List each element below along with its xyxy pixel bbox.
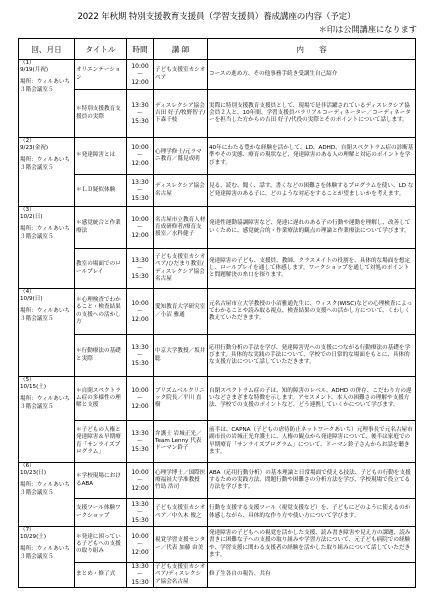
time-part: ～ [136,70,143,78]
lecture-time [127,421,154,463]
time-part: 13:30 [131,563,149,570]
lecture-instructor: プリズムベルクリニック院長／平川 直樹 [154,377,208,421]
lecture-title: ＊ＬＤ疑似体験 [75,175,127,207]
table-row [19,563,416,588]
lecture-time [127,90,154,138]
lecture-content: コースの進め方、その他事務手続き受講生自己紹介 [208,60,416,90]
time-part: 10:00 [131,62,149,70]
time-part: ～ [136,307,143,315]
lecture-content: 応用行動分析の手法を学び、発達障害児への支援につながる行動療法の基礎を学びます。具体的な実践の手法について、学校での日常的な場面をもとに、具体的な支援方法について話していただきます。 [208,335,416,377]
lecture-instructor: 弁護士 岩城正光／Team Lenny 代表 ドーマン鈴子 [154,421,208,463]
lecture-content: 発達性運動協調障害など、発達に遅れのある子の行動や運動を理解し、改善していくために、感覚統合的・作業療法的観点の理論と作業療法について学びます。 [208,207,416,249]
time-part: 13:30 [131,256,149,264]
session-date: 10/23(日) [20,470,47,477]
lecture-time [127,335,154,377]
lecture-time [127,249,154,289]
session-number: （4） [20,289,35,295]
table-row [19,60,416,90]
header-title: タイトル [75,39,127,60]
table-row [19,175,416,207]
lecture-instructor: ディスレクシア協会名古屋 [154,175,208,207]
time-part: 13:30 [131,178,149,186]
table-row [19,335,416,377]
table-header-row [19,39,416,60]
schedule-table [18,38,416,588]
lecture-content: 見る、読む、聞く、話す、書くなどの困難さを体験するプログラムを使い、LD など発達障害のある子に、どのような対応をすることが望ましいかを考えます。 [208,175,416,207]
time-part: ～ [136,508,143,516]
session-place: 場所：ウィルあいち３階会議室５ [20,308,71,322]
lecture-title: ＊行動療法の基礎と実際 [75,335,127,377]
time-part: 13:30 [131,500,149,508]
lecture-instructor: 視覚学習支援センター／代表 加藤 由美 [154,527,208,563]
lecture-instructor: 愛知教育大学研究室／小沼 雅通 [154,289,208,335]
time-part: ～ [136,152,143,159]
session-date-cell [19,527,75,588]
lecture-title: ＊特別支援教育支援員の実際 [75,90,127,138]
time-part: 10:00 [131,468,149,476]
table-row [19,499,416,527]
time-part: 13:30 [131,343,149,351]
session-date: 10/29(土) [20,534,47,541]
session-number: （1） [20,60,35,66]
session-date-cell [19,289,75,377]
session-date: 9/23(金祝) [20,145,49,152]
session-number: （2） [20,138,35,144]
lecture-instructor: ディスレクシア協会 吉田 好子/牧野智子/下森千枝 [154,90,208,138]
session-date: 10/9(日) [20,296,43,303]
lecture-instructor: 子ども支援室カシオペア／中久木 俊之 [154,499,208,527]
table-row [19,207,416,249]
header-content: 内 容 [208,39,416,60]
lecture-title: ＊自閉スペクトラム症の多様性の理解と支援 [75,377,127,421]
lecture-time [127,377,154,421]
lecture-content: 実際に特別支援教育支援員として、現場で是非活躍されているディスレクシア協会員２人と、10年間、学習支援員パラリアルコーディネーター／コーディネーターを担当した方からの吉田 好子/代役の実際とそのポイントについて話します。 [208,90,416,138]
session-date: 10/2(日) [20,214,43,221]
time-part: 15:30 [131,516,149,524]
session-number: （3） [20,207,35,213]
lecture-instructor: 子ども支援室カシオペア [154,60,208,90]
time-part: 12:00 [131,315,149,323]
time-part: 12:00 [131,548,149,556]
session-date-cell [19,207,75,289]
table-row [19,138,416,175]
time-part: ～ [136,109,143,117]
table-row [19,249,416,289]
time-part: 10:00 [131,299,149,307]
session-place: 場所：ウィルあいち３階会議室５ [20,546,71,560]
lecture-content: 自閉スペクトラム症の子は、知的障害のレベル、ADHD の併存、こだわり方の違いなどさまざまな特徴を示します。アセスメント、本人の困難さの理解や支援方法、学校での支援のポイントなど、どう連携していくかについて学びます。 [208,377,416,421]
lecture-content: 修了生各自の報告、共有 [208,563,416,588]
time-part: 15:30 [131,579,149,586]
time-part: 10:00 [131,215,149,223]
session-number: （5） [20,377,35,383]
table-row [19,377,416,421]
session-date: 9/19(月祝) [20,67,49,74]
lecture-title: ＊発達障害とは [75,138,127,175]
lecture-title: ＊子どもの人権と発達障害＆早期療育「サンライズプログラム」 [75,421,127,463]
lecture-time [127,60,154,90]
time-part: 12:00 [131,78,149,86]
lecture-time [127,527,154,563]
schedule-body [19,60,416,588]
lecture-time [127,563,154,588]
time-part: 10:00 [131,532,149,540]
time-part: 15:30 [131,272,149,280]
session-date-cell [19,138,75,207]
lecture-title: 教室の場面でのロールプレイ [75,249,127,289]
table-row [19,463,416,499]
time-part: ～ [136,540,143,548]
time-part: ～ [136,571,143,578]
lecture-content: 元名古屋市立大学教授の小沼雅通先生に、ウィスク(WISC)などの心理検査によってわかることや読み取る視点、検査結果の支援への活かし方について、くわしく教えていただきます。 [208,289,416,335]
time-part: ～ [136,223,143,231]
table-row [19,289,416,335]
time-part: 13:30 [131,429,149,437]
lecture-title: オリエンテーション [75,60,127,90]
session-date-cell [19,463,75,527]
time-part: 15:30 [131,194,149,202]
lecture-title: ＊心理検査でわかること・検査結果の支援への活かし方 [75,289,127,335]
table-row [19,90,416,138]
time-part: 15:30 [131,117,149,125]
lecture-instructor: 名古屋市立教育人材育成研修者/療育支援室／水科健子 [154,207,208,249]
document-title: 2022 年秋期 特別支援教育支援員（学習支援員）養成講座の内容（予定） [77,12,356,22]
session-place: 場所：ウィルあいち３階会議室５ [20,396,71,410]
lecture-instructor: 心理学修士/元ラマニ教育／鷲見成明 [154,138,208,175]
session-date-cell [19,377,75,463]
header-time: 時間 [127,39,154,60]
time-part: 10:00 [131,144,149,151]
lecture-content: 40年にわたる豊かな経験を活かして、LD、ADHD、自閉スペクトラム症の診断基準やその実態、療育の現状など、発達障害のある人の理解と対応のポイントを学びます。 [208,138,416,175]
lecture-time [127,207,154,249]
table-row [19,421,416,463]
lecture-time [127,289,154,335]
time-part: 12:00 [131,402,149,410]
lecture-instructor: 子ども支援室カシオペア/ディスレクシア協会名古屋 [154,563,208,588]
lecture-time [127,499,154,527]
public-lecture-note: ＊印は公開講座になります [318,24,417,34]
lecture-title: ＊発達に困っている子どもへの支援の取り組み [75,527,127,563]
header-date: 回、月日 [19,39,75,60]
time-part: 12:00 [131,484,149,492]
time-part: ～ [136,264,143,272]
lecture-time [127,175,154,207]
lecture-time [127,138,154,175]
table-row [19,527,416,563]
lecture-content: 発達障害の子ども、支援員、教師、クラスメイトの役割を、具体的な場面を想定し、ロールプレイを通して体感します。ワークショップを通して対処のポイントと問題解決の糸口を探ります。 [208,249,416,289]
time-part: 15:30 [131,445,149,453]
session-place: 場所：ウィルあいち３階会議室５ [20,482,71,496]
lecture-title: ＊感覚統合と作業療法 [75,207,127,249]
time-part: ～ [136,437,143,445]
time-part: ～ [136,351,143,359]
time-part: ～ [136,186,143,194]
time-part: 12:00 [131,231,149,239]
lecture-instructor: 心理学博士／国際医療福祉大学准教授 竹島 浩司 [154,463,208,499]
time-part: ～ [136,476,143,484]
lecture-title: まとめ・修了式 [75,563,127,588]
session-place: 場所：ウィルあいち３階会議室５ [20,79,71,93]
lecture-instructor: 子ども支援室カシオペア/ひだまり教室/ディスレクシア協会名古屋 [154,249,208,289]
time-part: 12:00 [131,160,149,167]
lecture-title: ＊学校現場におけるABA [75,463,127,499]
session-place: 場所：ウィルあいち３階会議室５ [20,157,71,171]
time-part: 15:30 [131,359,149,367]
session-number: （7） [20,527,35,533]
time-part: 13:30 [131,101,149,109]
lecture-content: 前半は、CAPNA（子どもの虐待防止ネットワークあいち）元理事長で元名古屋市副市長の岩城正光弁護士に、人権の観点から発達障害について、後半は家庭での早期療育「サンライズプログラム」について、ドーマン鈴子さんからお話を聴きます。 [208,421,416,463]
lecture-content: 行動を支援する支援ツール（視覚支援など）を、子どもにどのように使えるのか体感しながら、具体的な作り方や使い方について学びます。 [208,499,416,527]
time-part: 10:00 [131,386,149,394]
header-instructor: 講 師 [154,39,208,60]
lecture-content: ABA（応用行動分析）の基本理論と日常場面で使える技法、子どもの行動を支援するための実践方法、問題行動や困難さの分析方法を学び、学校現場で役立てる方法を学びます。 [208,463,416,499]
session-date-cell [19,60,75,138]
lecture-content: 発達障害の子どもへの視覚を活かした支援、読み書き障害や見え方の課題、読み書きに困難な子への支援の取り組みや学習方法について、元子ども病院での経験や、学習支援に関わる支援者の経験を活かした取り組みについて話していただきます。 [208,527,416,563]
session-place: 場所：ウィルあいち３階会議室５ [20,226,71,240]
lecture-title: 支援ツール体験ワークショップ [75,499,127,527]
session-date: 10/15(土) [20,384,47,391]
lecture-time [127,463,154,499]
lecture-instructor: 中京大学教授／坂井 聡 [154,335,208,377]
session-number: （6） [20,463,35,469]
time-part: ～ [136,394,143,402]
